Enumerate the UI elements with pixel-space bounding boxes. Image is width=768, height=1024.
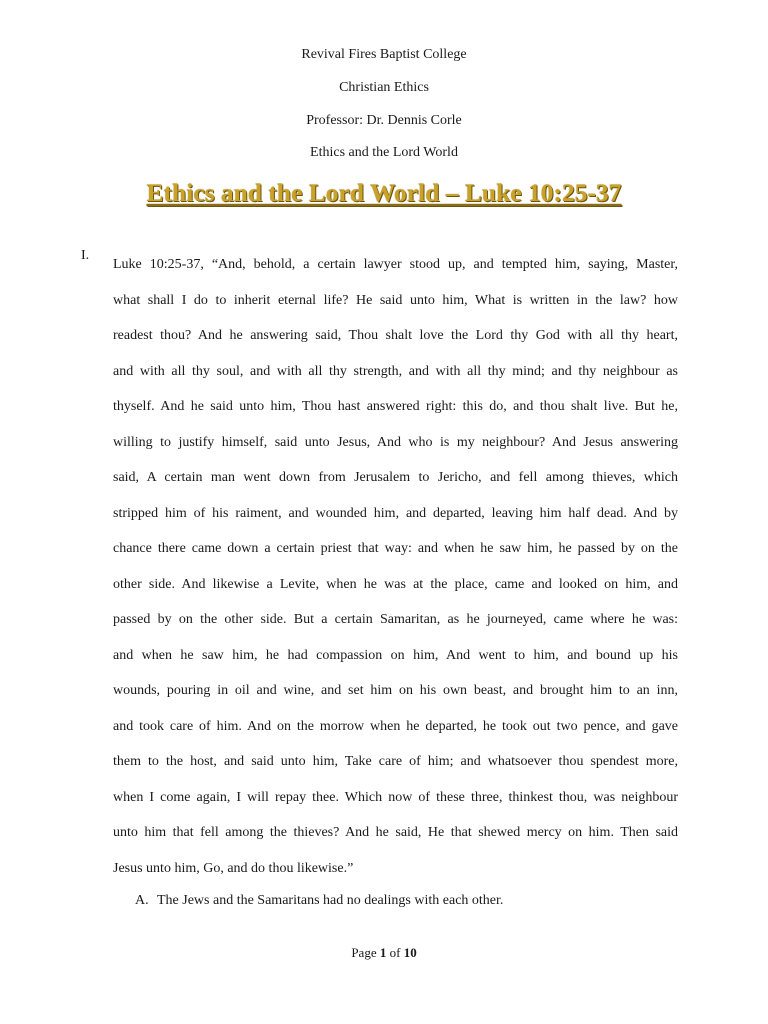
passage-line: passed by on the other side. But a certain Samaritan, as he journeyed, came where he was:	[113, 612, 678, 627]
passage-line: chance there came down a certain priest that way: and when he saw him, he passed by on the	[113, 541, 678, 556]
passage-line: Jesus unto him, Go, and do thou likewise.”	[113, 860, 354, 876]
page-title-text: Ethics and the Lord World – Luke 10:25-37	[146, 178, 622, 207]
college-name: Revival Fires Baptist College	[301, 47, 467, 62]
passage-line: wounds, pouring in oil and wine, and set him on his own beast, and brought him to an inn,	[113, 683, 678, 698]
passage-line: when I come again, I will repay thee. Which now of these three, thinkest thou, was neighbour	[113, 789, 678, 805]
lesson-topic: Ethics and the Lord World	[310, 145, 458, 160]
professor-name: Professor: Dr. Dennis Corle	[306, 113, 462, 128]
course-name: Christian Ethics	[339, 80, 429, 95]
scripture-passage	[113, 247, 678, 886]
total-page-count: 10	[403, 945, 417, 960]
passage-line: stripped him of his raiment, and wounded him, and departed, leaving him half dead. And by	[113, 505, 678, 521]
passage-line: them to the host, and said unto him, Take care of him; and whatsoever thou spendest more,	[113, 754, 678, 769]
passage-line: readest thou? And he answering said, Thou shalt love the Lord thy God with all thy heart,	[113, 328, 678, 343]
passage-line: and with all thy soul, and with all thy strength, and with all thy mind; and thy neighbour as	[113, 363, 678, 379]
outline-item-a	[135, 892, 503, 910]
passage-line: other side. And likewise a Levite, when he was at the place, came and looked on him, and	[113, 576, 678, 592]
passage-line: thyself. And he said unto him, Thou hast answered right: this do, and thou shalt live. But he,	[113, 399, 678, 414]
passage-line: and when he saw him, he had compassion on him, And went to him, and bound up his	[113, 647, 678, 663]
outline-item-text: The Jews and the Samaritans had no dealings with each other.	[157, 893, 504, 908]
page-word: Page	[351, 945, 377, 960]
passage-line: and took care of him. And on the morrow when he departed, he took out two pence, and gave	[113, 718, 678, 734]
passage-line: said, A certain man went down from Jerusalem to Jericho, and fell among thieves, which	[113, 470, 678, 485]
of-word: of	[389, 945, 401, 960]
page-title	[0, 178, 768, 208]
passage-line: Luke 10:25-37, “And, behold, a certain lawyer stood up, and tempted him, saying, Master,	[113, 257, 678, 272]
passage-line: what shall I do to inherit eternal life? He said unto him, What is written in the law? how	[113, 292, 678, 308]
passage-line: unto him that fell among the thieves? And he said, He that shewed mercy on him. Then said	[113, 825, 678, 840]
passage-line: willing to justify himself, said unto Jesus, And who is my neighbour? And Jesus answering	[113, 434, 678, 450]
section-numeral: I.	[81, 248, 90, 263]
page-footer	[0, 945, 768, 961]
current-page-number: 1	[379, 945, 387, 960]
outline-item-label: A.	[135, 893, 149, 908]
